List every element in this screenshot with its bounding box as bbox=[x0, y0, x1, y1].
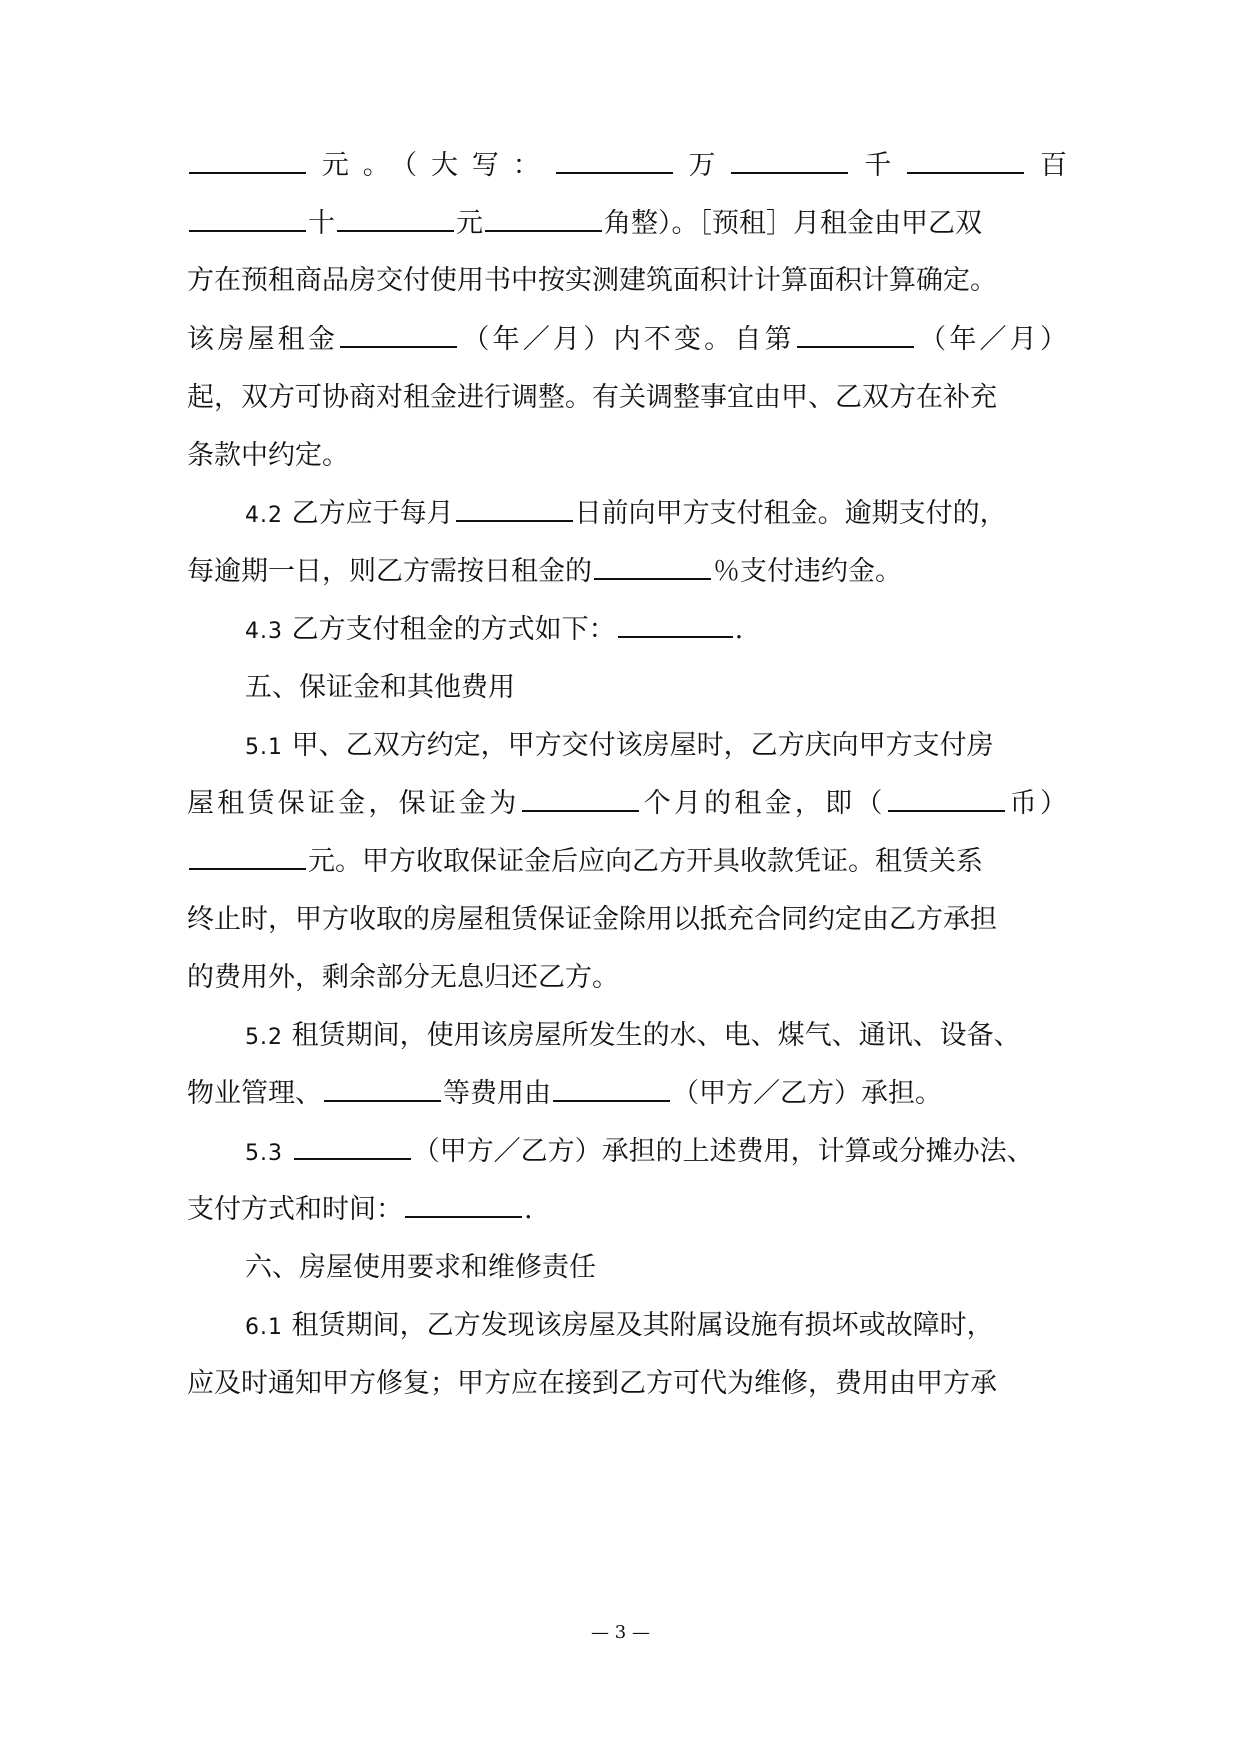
line-1: 元。（大写： 万 千 百 bbox=[187, 146, 1067, 186]
line-2: 十 元 角整）。［预租］月租金由甲乙双 bbox=[187, 204, 1067, 244]
clause-number: 5.3 bbox=[245, 1141, 283, 1166]
line-8: 每逾期一日，则乙方需按日租金的 ％支付违约金。 bbox=[187, 556, 902, 587]
clause-number: 5.2 bbox=[245, 1025, 283, 1050]
clause-number: 4.2 bbox=[245, 503, 283, 528]
blank-field bbox=[731, 148, 848, 174]
line-7: 4.2 乙方应于每月 日前向甲方支付租金。逾期支付的， bbox=[245, 498, 1007, 529]
line-18: 5.3 （甲方／乙方）承担的上述费用，计算或分摊办法、 bbox=[245, 1136, 1034, 1167]
line-9: 4.3 乙方支付租金的方式如下： . bbox=[245, 614, 744, 645]
line-4: 该房屋租金 （年／月）内不变。自第 （年／月） bbox=[187, 324, 1068, 355]
line-16: 5.2 租赁期间，使用该房屋所发生的水、电、煤气、通讯、设备、 bbox=[245, 1020, 1021, 1051]
line-3: 方在预租商品房交付使用书中按实测建筑面积计计算面积计算确定。 bbox=[187, 265, 997, 296]
clause-number: 4.3 bbox=[245, 619, 283, 644]
blank-field bbox=[189, 206, 306, 232]
blank-field bbox=[888, 786, 1005, 812]
blank-field bbox=[456, 496, 573, 522]
line-6: 条款中约定。 bbox=[187, 440, 349, 471]
blank-field bbox=[294, 1134, 411, 1160]
line-15: 的费用外，剩余部分无息归还乙方。 bbox=[187, 962, 619, 993]
blank-field bbox=[340, 322, 457, 348]
blank-field bbox=[797, 322, 914, 348]
blank-field bbox=[405, 1192, 522, 1218]
blank-field bbox=[594, 554, 711, 580]
blank-field bbox=[337, 206, 454, 232]
line-11: 5.1 甲、乙双方约定，甲方交付该房屋时，乙方庆向甲方支付房 bbox=[245, 730, 994, 761]
clause-number: 6.1 bbox=[245, 1315, 283, 1340]
line-22: 应及时通知甲方修复；甲方应在接到乙方可代为维修，费用由甲方承 bbox=[187, 1368, 997, 1399]
blank-field bbox=[485, 206, 602, 232]
blank-field bbox=[907, 148, 1024, 174]
line-17: 物业管理、 等费用由 （甲方／乙方）承担。 bbox=[187, 1078, 942, 1109]
section-heading-5: 五、保证金和其他费用 bbox=[245, 672, 515, 703]
blank-field bbox=[556, 148, 673, 174]
clause-number: 5.1 bbox=[245, 735, 283, 760]
line-5: 起，双方可协商对租金进行调整。有关调整事宜由甲、乙双方在补充 bbox=[187, 382, 997, 413]
blank-field bbox=[553, 1076, 670, 1102]
page-number: — 3 — bbox=[591, 1622, 650, 1643]
line-14: 终止时，甲方收取的房屋租赁保证金除用以抵充合同约定由乙方承担 bbox=[187, 904, 997, 935]
blank-field bbox=[189, 148, 306, 174]
section-heading-6: 六、房屋使用要求和维修责任 bbox=[245, 1252, 596, 1283]
blank-field bbox=[522, 786, 639, 812]
blank-field bbox=[324, 1076, 441, 1102]
blank-field bbox=[618, 612, 733, 638]
line-13: 元。甲方收取保证金后应向乙方开具收款凭证。租赁关系 bbox=[187, 842, 1067, 882]
blank-field bbox=[189, 844, 306, 870]
line-12: 屋租赁保证金，保证金为 个月的租金，即（ 币） bbox=[187, 788, 1068, 819]
line-21: 6.1 租赁期间，乙方发现该房屋及其附属设施有损坏或故障时， bbox=[245, 1310, 994, 1341]
line-19: 支付方式和时间： . bbox=[187, 1194, 533, 1225]
